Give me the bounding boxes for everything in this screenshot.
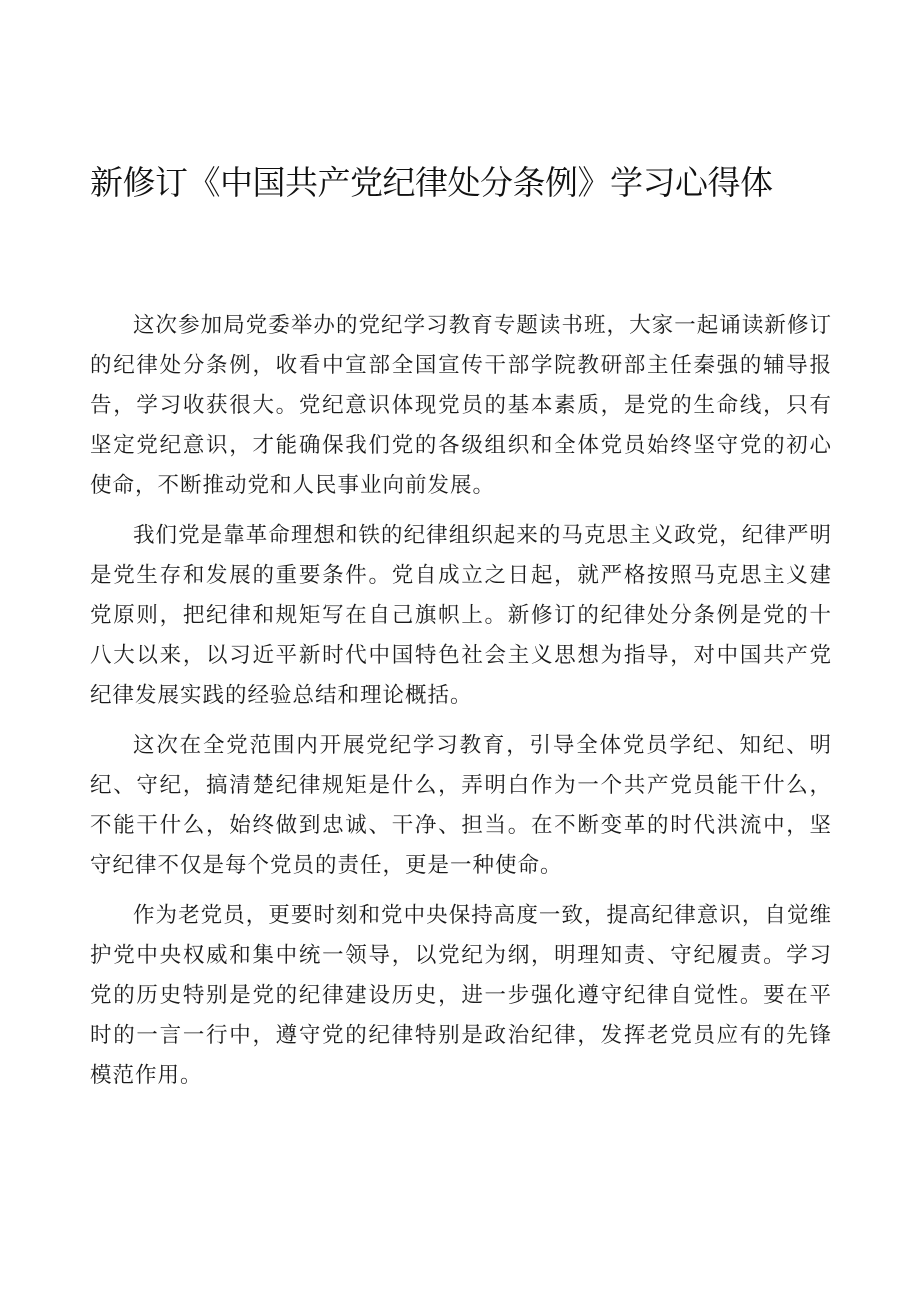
document-title: 新修订《中国共产党纪律处分条例》学习心得体 [90,163,773,202]
paragraph: 作为老党员，更要时刻和党中央保持高度一致，提高纪律意识，自觉维护党中央权威和集中统一领导，以党纪为纲，明理知责、守纪履责。学习党的历史特别是党的纪律建设历史，进一步强化遵守纪律自觉性。要在平时的一言一行中，遵守党的纪律特别是政治纪律，发挥老党员应有的先锋模范作用。 [90,903,832,1088]
paragraph: 这次在全党范围内开展党纪学习教育，引导全体党员学纪、知纪、明纪、守纪，搞清楚纪律规矩是什么，弄明白作为一个共产党员能干什么，不能干什么，始终做到忠诚、干净、担当。在不断变革的时代洪流中，坚守纪律不仅是每个党员的责任，更是一种使命。 [90,733,832,878]
paragraph: 我们党是靠革命理想和铁的纪律组织起来的马克思主义政党，纪律严明是党生存和发展的重要条件。党自成立之日起，就严格按照马克思主义建党原则，把纪律和规矩写在自己旗帜上。新修订的纪律处分条例是党的十八大以来，以习近平新时代中国特色社会主义思想为指导，对中国共产党纪律发展实践的经验总结和理论概括。 [90,523,832,708]
paragraph: 这次参加局党委举办的党纪学习教育专题读书班，大家一起诵读新修订的纪律处分条例，收看中宣部全国宣传干部学院教研部主任秦强的辅导报告，学习收获很大。党纪意识体现党员的基本素质，是党的生命线，只有坚定党纪意识，才能确保我们党的各级组织和全体党员始终坚守党的初心使命，不断推动党和人民事业向前发展。 [90,313,832,498]
document-body [90,306,832,1106]
